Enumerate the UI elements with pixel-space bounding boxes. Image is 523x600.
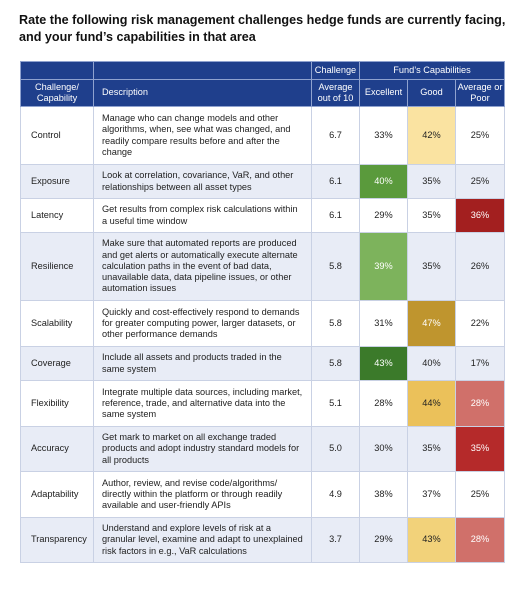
average-or-poor-pct: 28% — [456, 381, 505, 427]
average-score: 3.7 — [312, 518, 360, 563]
good-pct: 35% — [408, 427, 456, 472]
header-average: Average out of 10 — [312, 80, 360, 107]
challenge-description: Manage who can change models and other algorithms, when, see what was changed, and readily compare results before and after the change — [94, 107, 312, 165]
excellent-pct: 29% — [360, 199, 408, 233]
average-score: 5.8 — [312, 301, 360, 347]
header-column-row — [21, 80, 505, 107]
table-row — [21, 472, 505, 518]
good-pct: 43% — [408, 518, 456, 563]
challenge-description: Make sure that automated reports are produced and get alerts or automatically execute alternate calculation paths in the event of bad data, unavailable data, data pipeline issues, or other automation issues — [94, 233, 312, 301]
header-spacer — [21, 62, 94, 80]
good-pct: 40% — [408, 347, 456, 381]
excellent-pct: 30% — [360, 427, 408, 472]
excellent-pct: 31% — [360, 301, 408, 347]
average-score: 5.0 — [312, 427, 360, 472]
average-or-poor-pct: 26% — [456, 233, 505, 301]
table-row — [21, 518, 505, 563]
table-row — [21, 427, 505, 472]
challenge-description: Quickly and cost-effectively respond to demands for greater computing power, larger datasets, or other performance demands — [94, 301, 312, 347]
average-score: 6.1 — [312, 165, 360, 199]
header-capabilities-group: Fund’s Capabilities — [360, 62, 505, 80]
average-score: 5.1 — [312, 381, 360, 427]
good-pct: 35% — [408, 233, 456, 301]
challenge-name: Coverage — [21, 347, 94, 381]
excellent-pct: 43% — [360, 347, 408, 381]
average-or-poor-pct: 25% — [456, 107, 505, 165]
table-row — [21, 301, 505, 347]
average-score: 5.8 — [312, 233, 360, 301]
challenge-name: Control — [21, 107, 94, 165]
good-pct: 35% — [408, 165, 456, 199]
average-or-poor-pct: 25% — [456, 165, 505, 199]
excellent-pct: 28% — [360, 381, 408, 427]
header-good: Good — [408, 80, 456, 107]
excellent-pct: 38% — [360, 472, 408, 518]
average-score: 5.8 — [312, 347, 360, 381]
good-pct: 42% — [408, 107, 456, 165]
average-score: 4.9 — [312, 472, 360, 518]
challenge-name: Flexibility — [21, 381, 94, 427]
header-challenge-group: Challenge — [312, 62, 360, 80]
challenge-name: Scalability — [21, 301, 94, 347]
table-row — [21, 347, 505, 381]
good-pct: 35% — [408, 199, 456, 233]
challenge-description: Look at correlation, covariance, VaR, and other relationships between all asset types — [94, 165, 312, 199]
page-title: Rate the following risk management challenges hedge funds are currently facing, and your fund’s capabilities in that area — [19, 13, 506, 44]
average-score: 6.1 — [312, 199, 360, 233]
challenge-name: Transparency — [21, 518, 94, 563]
challenge-name: Accuracy — [21, 427, 94, 472]
challenge-name: Resilience — [21, 233, 94, 301]
challenge-description: Understand and explore levels of risk at a granular level, examine and adapt to unexplained risk factors in e.g., VaR calculations — [94, 518, 312, 563]
excellent-pct: 39% — [360, 233, 408, 301]
challenge-description: Integrate multiple data sources, including market, reference, trade, and alternative data into the same system — [94, 381, 312, 427]
header-challenge: Challenge/ Capability — [21, 80, 94, 107]
average-or-poor-pct: 36% — [456, 199, 505, 233]
average-or-poor-pct: 25% — [456, 472, 505, 518]
good-pct: 44% — [408, 381, 456, 427]
challenge-name: Exposure — [21, 165, 94, 199]
table-row — [21, 381, 505, 427]
challenge-description: Include all assets and products traded in the same system — [94, 347, 312, 381]
table-row — [21, 107, 505, 165]
average-or-poor-pct: 35% — [456, 427, 505, 472]
challenge-name: Latency — [21, 199, 94, 233]
table-row — [21, 233, 505, 301]
average-or-poor-pct: 17% — [456, 347, 505, 381]
table-row — [21, 199, 505, 233]
header-spacer — [94, 62, 312, 80]
header-excellent: Excellent — [360, 80, 408, 107]
average-or-poor-pct: 22% — [456, 301, 505, 347]
table-row — [21, 165, 505, 199]
header-description: Description — [94, 80, 312, 107]
average-score: 6.7 — [312, 107, 360, 165]
good-pct: 37% — [408, 472, 456, 518]
average-or-poor-pct: 28% — [456, 518, 505, 563]
excellent-pct: 40% — [360, 165, 408, 199]
challenge-description: Author, review, and revise code/algorithms/ directly within the platform or through readily available and user-friendly APIs — [94, 472, 312, 518]
header-average-or-poor: Average or Poor — [456, 80, 505, 107]
good-pct: 47% — [408, 301, 456, 347]
excellent-pct: 33% — [360, 107, 408, 165]
challenge-description: Get mark to market on all exchange traded products and adopt industry standard models for all products — [94, 427, 312, 472]
header-group-row — [21, 62, 505, 80]
challenge-name: Adaptability — [21, 472, 94, 518]
risk-capabilities-table — [20, 61, 505, 563]
excellent-pct: 29% — [360, 518, 408, 563]
challenge-description: Get results from complex risk calculations within a useful time window — [94, 199, 312, 233]
